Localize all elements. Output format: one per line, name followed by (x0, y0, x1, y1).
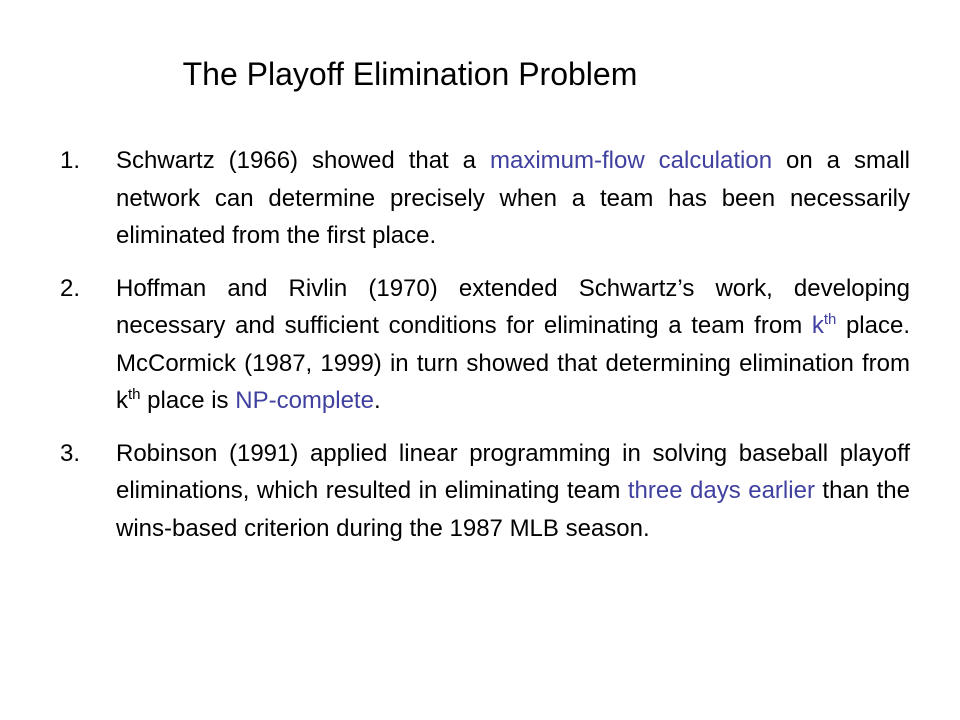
highlight-term: k (811, 312, 824, 339)
item-text: place is (140, 387, 236, 414)
list-item (60, 270, 910, 420)
item-text: Hoffman and Rivlin (1970) extended Schwartz’s work, developing necessary and sufficient conditions for eliminating a team from (116, 274, 910, 339)
superscript: th (128, 386, 141, 403)
slide-title: The Playoff Elimination Problem (182, 56, 638, 92)
list-item (60, 435, 910, 548)
item-text: Robinson (1991) applied linear programming in solving baseball playoff eliminations, which resulted in eliminating team (116, 439, 910, 504)
highlight-term: NP-complete (235, 387, 374, 414)
superscript: th (823, 311, 837, 328)
item-text: place. McCormick (1987, 1999) in turn showed that determining elimination from k (116, 312, 910, 414)
item-number: 3. (60, 439, 81, 467)
item-text: than the wins-based criterion during the 1987 MLB season. (116, 477, 910, 542)
highlight-term: maximum-flow calculation (490, 147, 773, 174)
highlight-term: three days earlier (627, 477, 815, 504)
numbered-list (60, 142, 910, 547)
item-text: on a small network can determine precisely when a team has been necessarily eliminated from the first place. (116, 147, 910, 249)
item-number: 2. (60, 274, 81, 302)
item-number: 1. (60, 147, 81, 174)
item-text: . (373, 387, 381, 414)
item-text: Schwartz (1966) showed that a (116, 147, 490, 174)
list-item (60, 142, 910, 255)
